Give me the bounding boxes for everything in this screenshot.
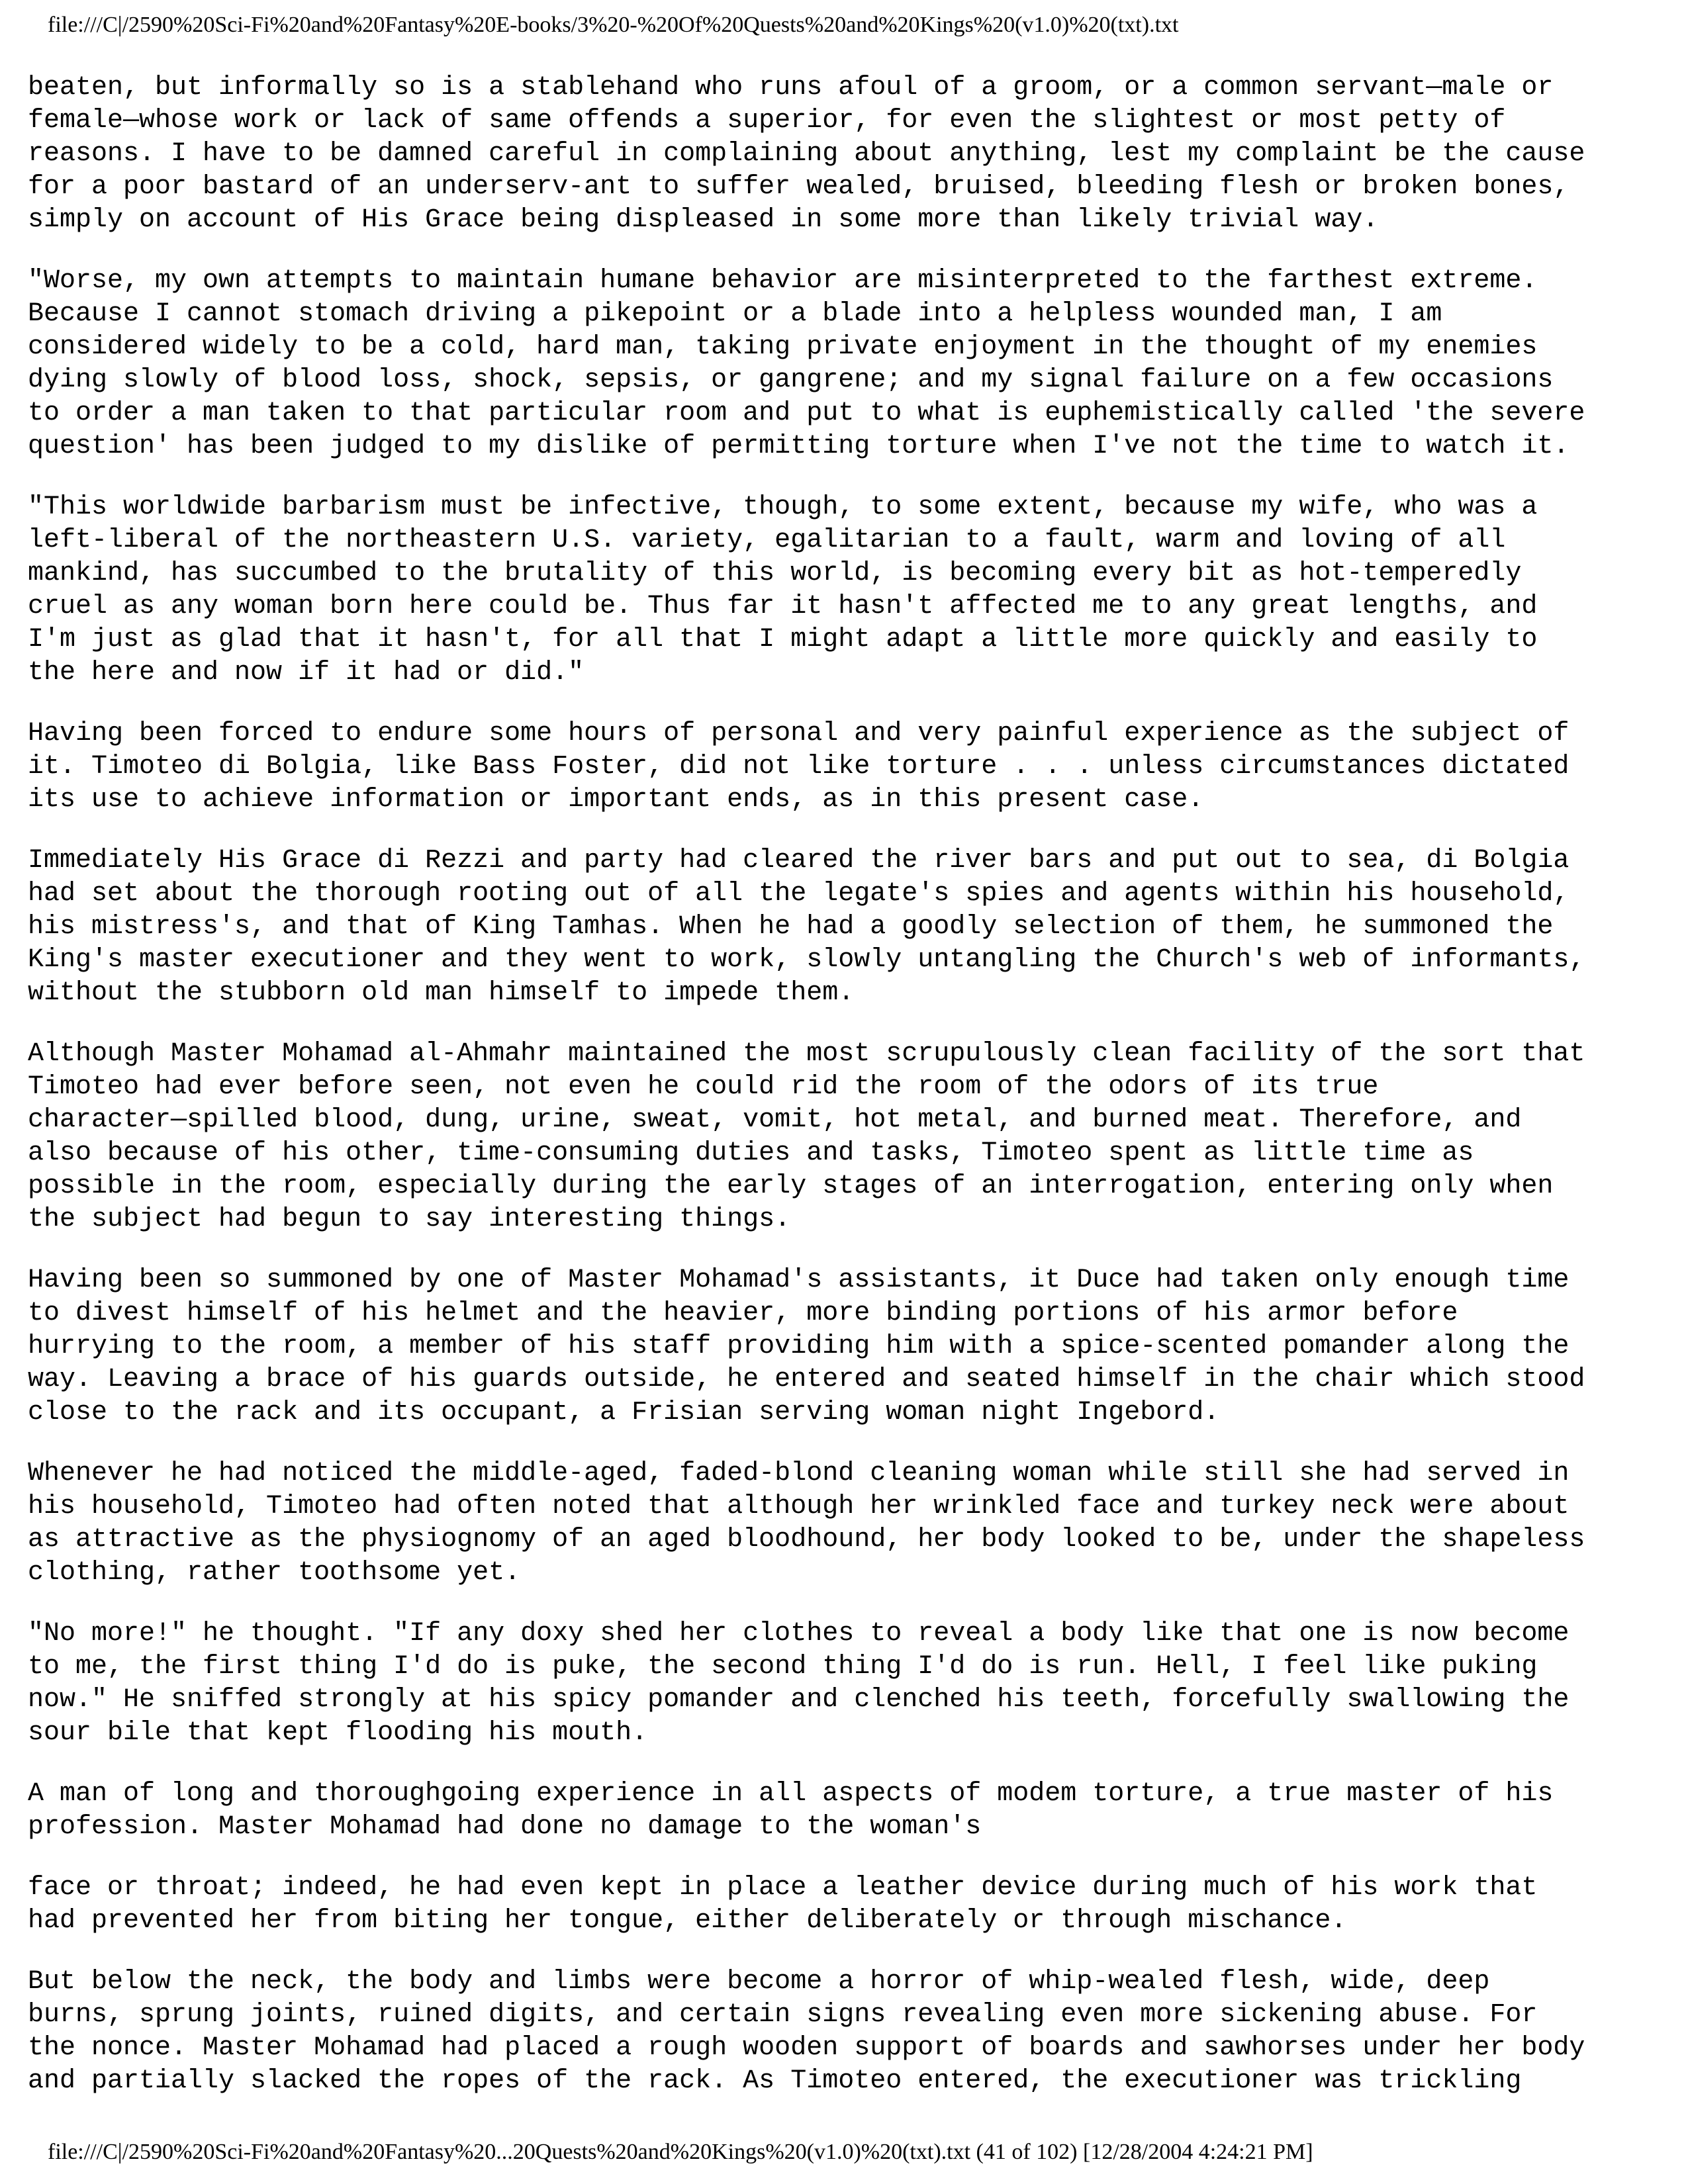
paragraph-9: "No more!" he thought. "If any doxy shed her clothes to reveal a body like that one is now become to me, the first thing I'd do is puke, the second thing I'd do is run. Hell, I feel like puking now." He sniffed strongly at his spicy pomander and clenched his teeth, forcefully swallowing the sour bile that kept flooding his mouth. <box>28 1619 1570 1748</box>
paragraph-12: But below the neck, the body and limbs were become a horror of whip-wealed flesh, wide, deep burns, sprung joints, ruined digits, and certain signs revealing even more sickening abuse. For the nonce. Master Mohamad had placed a rough wooden support of boards and sawhorses under her body and partially slacked the ropes of the rack. As Timoteo entered, the executioner was trickling <box>28 1967 1585 2096</box>
footer-file-path: file:///C|/2590%20Sci-Fi%20and%20Fantasy%20...20Quests%20and%20Kings%20(v1.0)%20(txt).txt (41 of 102) [12/28/2004 4:24:21 PM] <box>48 2140 1313 2164</box>
paragraph-11: face or throat; indeed, he had even kept in place a leather device during much of his work that had prevented her from biting her tongue, either deliberately or through mischance. <box>28 1873 1538 1936</box>
paragraph-2: "Worse, my own attempts to maintain humane behavior are misinterpreted to the farthest extreme. Because I cannot stomach driving a pikepoint or a blade into a helpless wounded man, I am considered widely to be a cold, hard man, taking private enjoyment in the thought of my enemies dying slowly of blood loss, shock, sepsis, or gangrene; and my signal failure on a few occasions to order a man taken to that particular room and put to what is euphemistically called 'the severe question' has been judged to my dislike of permitting torture when I've not the time to watch it. <box>28 266 1585 461</box>
paragraph-5: Immediately His Grace di Rezzi and party had cleared the river bars and put out to sea, di Bolgia had set about the thorough rooting out of all the legate's spies and agents within his household, his mistress's, and that of King Tamhas. When he had a goodly selection of them, he summoned the King's master executioner and they went to work, slowly untangling the Church's web of informants, without the stubborn old man himself to impede them. <box>28 846 1585 1008</box>
paragraph-4: Having been forced to endure some hours of personal and very painful experience as the subject of it. Timoteo di Bolgia, like Bass Foster, did not like torture . . . unless circumstances dictated its use to achieve information or important ends, as in this present case. <box>28 719 1570 815</box>
paragraph-7: Having been so summoned by one of Master Mohamad's assistants, it Duce had taken only enough time to divest himself of his helmet and the heavier, more binding portions of his armor before hurrying to the room, a member of his staff providing him with a spice-scented pomander along the way. Leaving a brace of his guards outside, he entered and seated himself in the chair which stood close to the rack and its occupant, a Frisian serving woman night Ingebord. <box>28 1265 1585 1428</box>
paragraph-8: Whenever he had noticed the middle-aged, faded-blond cleaning woman while still she had served in his household, Timoteo had often noted that although her wrinkled face and turkey neck were about as attractive as the physiognomy of an aged bloodhound, her body looked to be, under the shapeless clothing, rather toothsome yet. <box>28 1459 1585 1588</box>
header-file-path: file:///C|/2590%20Sci-Fi%20and%20Fantasy%20E-books/3%20-%20Of%20Quests%20and%20Kings%20(v1.0)%20(txt).txt <box>48 13 1179 37</box>
paragraph-3: "This worldwide barbarism must be infective, though, to some extent, because my wife, who was a left-liberal of the northeastern U.S. variety, egalitarian to a fault, warm and loving of all mankind, has succumbed to the brutality of this world, is becoming every bit as hot-temperedly cruel as any woman born here could be. Thus far it hasn't affected me to any great lengths, and I'm just as glad that it hasn't, for all that I might adapt a little more quickly and easily to the here and now if it had or did." <box>28 492 1538 688</box>
paragraph-6: Although Master Mohamad al-Ahmahr maintained the most scrupulously clean facility of the sort that Timoteo had ever before seen, not even he could rid the room of the odors of its true character—spilled blood, dung, urine, sweat, vomit, hot metal, and burned meat. Therefore, and also because of his other, time-consuming duties and tasks, Timoteo spent as little time as possible in the room, especially during the early stages of an interrogation, entering only when the subject had begun to say interesting things. <box>28 1039 1585 1234</box>
paragraph-10: A man of long and thoroughgoing experience in all aspects of modem torture, a true master of his profession. Master Mohamad had done no damage to the woman's <box>28 1779 1554 1842</box>
document-body <box>28 71 1669 2126</box>
paragraph-1: beaten, but informally so is a stablehand who runs afoul of a groom, or a common servant—male or female—whose work or lack of same offends a superior, for even the slightest or most petty of reasons. I have to be damned careful in complaining about anything, lest my complaint be the cause for a poor bastard of an underserv-ant to suffer wealed, bruised, bleeding flesh or broken bones, simply on account of His Grace being displeased in some more than likely trivial way. <box>28 73 1585 235</box>
